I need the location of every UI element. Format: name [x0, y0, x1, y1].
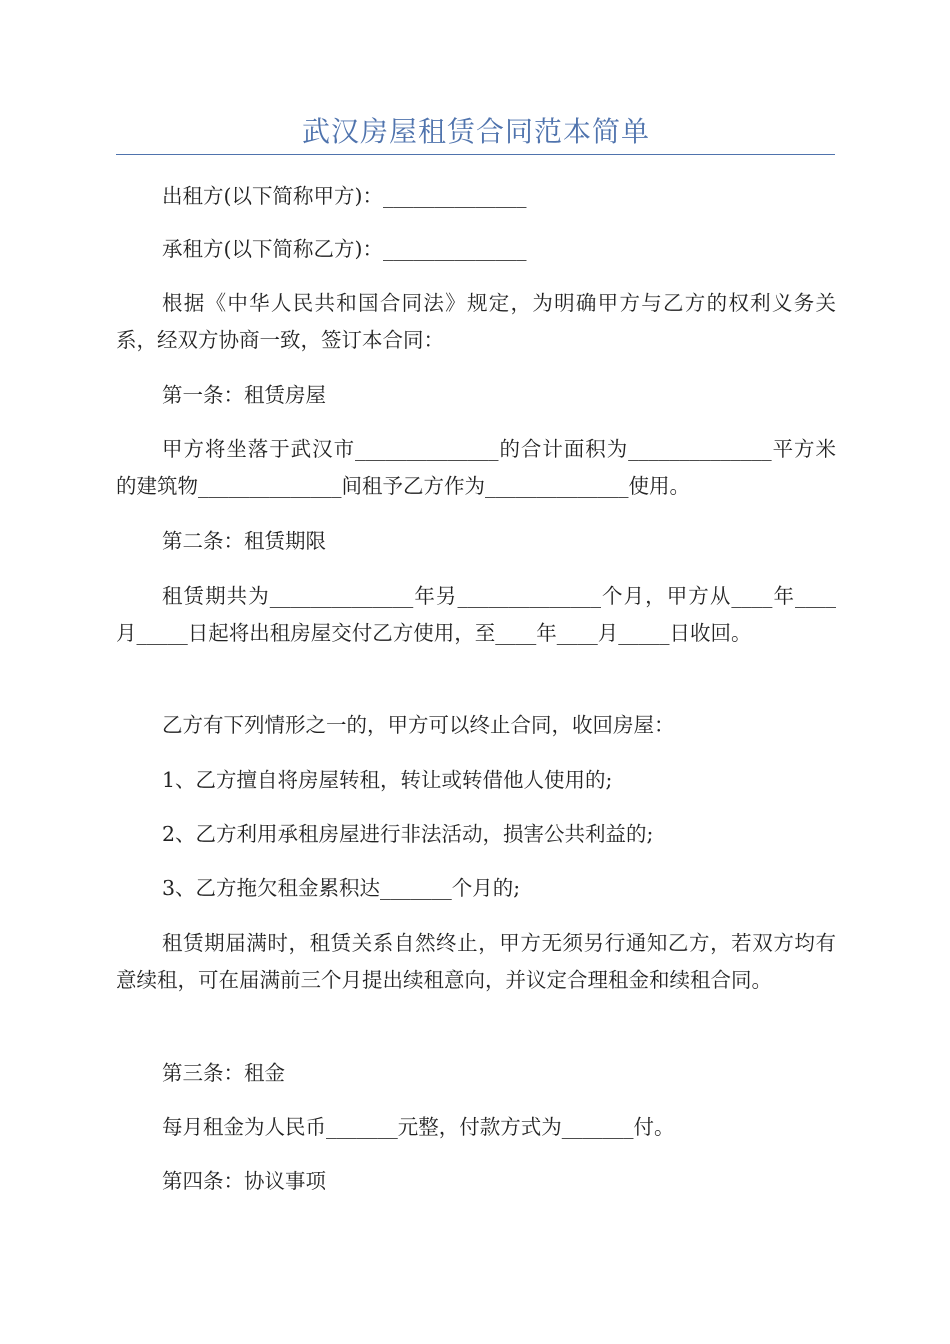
paragraph-lessor: 出租方(以下简称甲方)：______________	[162, 184, 527, 208]
heading-article-3: 第三条：租金	[162, 1061, 285, 1085]
paragraph-lessee: 承租方(以下简称乙方)：______________	[162, 237, 527, 261]
paragraph-article-1: 甲方将坐落于武汉市______________的合计面积为______________平方米的建筑物______________间租予乙方作为______________使用。	[116, 437, 836, 498]
list-item-termination-1: 1、乙方擅自将房屋转租，转让或转借他人使用的;	[162, 768, 613, 792]
document-title: 武汉房屋租赁合同范本简单	[301, 115, 650, 148]
list-item-termination-2: 2、乙方利用承租房屋进行非法活动，损害公共利益的;	[162, 822, 654, 846]
paragraph-renewal: 租赁期届满时，租赁关系自然终止，甲方无须另行通知乙方，若双方均有意续租，可在届满前三个月提出续租意向，并议定合理租金和续租合同。	[116, 931, 836, 992]
paragraph-preamble: 根据《中华人民共和国合同法》规定，为明确甲方与乙方的权利义务关系，经双方协商一致，签订本合同：	[116, 291, 836, 352]
heading-article-1: 第一条：租赁房屋	[162, 383, 326, 407]
paragraph-article-3: 每月租金为人民币_______元整，付款方式为_______付。	[162, 1115, 675, 1139]
list-item-termination-3: 3、乙方拖欠租金累积达_______个月的;	[162, 876, 521, 900]
heading-article-4: 第四条：协议事项	[162, 1169, 326, 1193]
paragraph-article-2: 租赁期共为______________年另______________个月，甲方从____年____月_____日起将出租房屋交付乙方使用，至____年____月_____日收回。	[116, 584, 836, 645]
title-underline	[116, 154, 835, 155]
paragraph-termination-intro: 乙方有下列情形之一的，甲方可以终止合同，收回房屋：	[162, 713, 675, 737]
heading-article-2: 第二条：租赁期限	[162, 529, 326, 553]
